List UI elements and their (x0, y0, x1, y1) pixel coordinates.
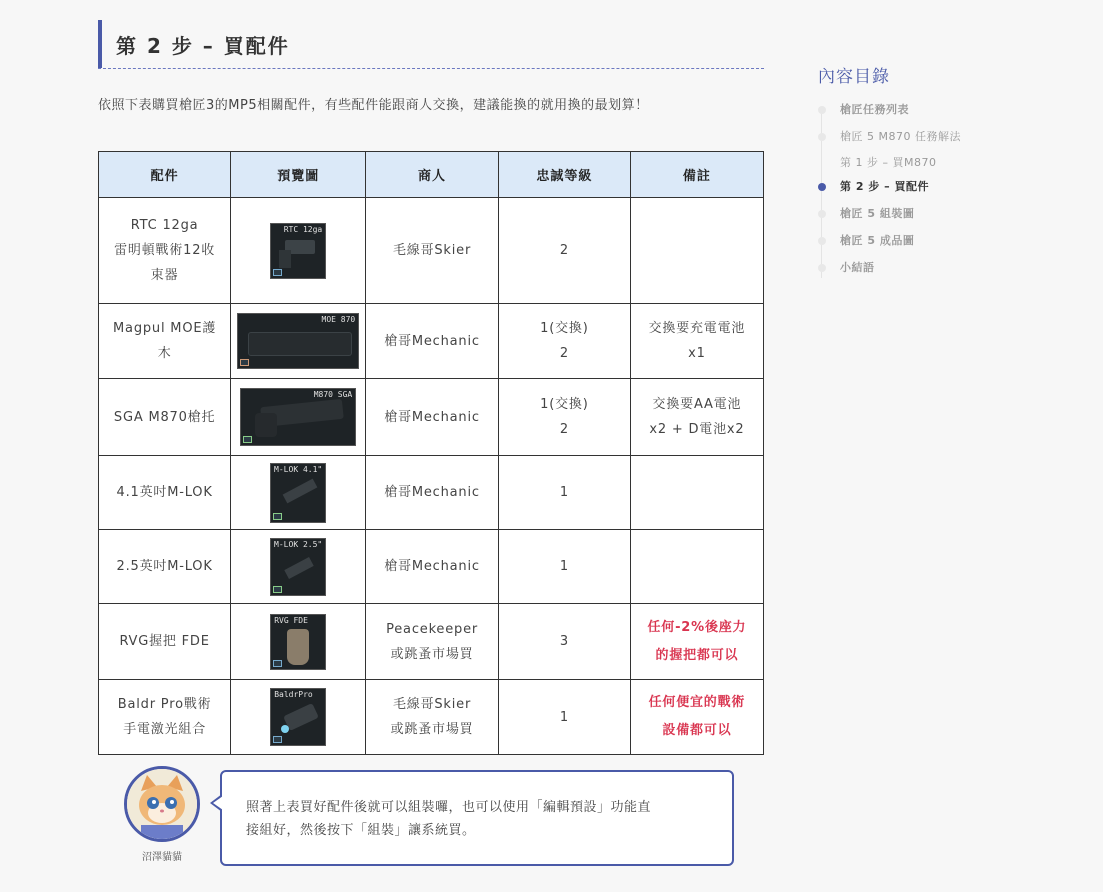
cell-part: 4.1英吋M-LOK (99, 456, 231, 530)
avatar-name: 沼澤貓貓 (142, 852, 182, 863)
avatar (124, 766, 200, 842)
header-note: 備註 (630, 152, 763, 198)
cell-preview (231, 198, 366, 304)
cell-loyalty: 1 (498, 456, 630, 530)
cell-loyalty: 3 (498, 604, 630, 680)
header-part: 配件 (99, 152, 231, 198)
toc-item-m870-solution[interactable]: 槍匠 5 M870 任務解法 (818, 128, 1078, 154)
cell-part: SGA M870槍托 (99, 379, 231, 456)
foregrip-icon[interactable]: RVG FDE (270, 614, 326, 670)
cell-part: RTC 12ga 雷明頓戰術12收 束器 (99, 198, 231, 304)
parts-table (98, 151, 764, 755)
intro-text: 依照下表購買槍匠3的MP5相關配件，有些配件能跟商人交換，建議能換的就用換的最划算！ (98, 98, 649, 113)
section-title: 第 2 步 – 買配件 (98, 20, 764, 68)
cell-preview (231, 680, 366, 755)
rail-icon[interactable]: M-LOK 2.5" (270, 538, 326, 596)
toc-list (818, 101, 1078, 286)
toc-item-step1[interactable]: 第 1 步 – 買M870 (840, 156, 937, 169)
cell-preview (231, 304, 366, 379)
table-header-row (99, 152, 764, 198)
toc-item-assembly[interactable]: 槍匠 5 組裝圖 (818, 205, 1078, 232)
table-row (99, 456, 764, 530)
cell-trader: 槍哥Mechanic (366, 456, 499, 530)
toc-item-result[interactable]: 槍匠 5 成品圖 (818, 232, 1078, 259)
toc-dot-icon (818, 106, 826, 114)
cell-trader: Peacekeeper 或跳蚤市場買 (366, 604, 499, 680)
cell-trader: 槍哥Mechanic (366, 379, 499, 456)
cell-preview (231, 456, 366, 530)
cell-trader: 槍哥Mechanic (366, 304, 499, 379)
rail-icon[interactable]: M-LOK 4.1" (270, 463, 326, 523)
cell-preview (231, 379, 366, 456)
main-content (98, 20, 764, 755)
table-row (99, 680, 764, 755)
toc-item-step2[interactable]: 第 2 步 – 買配件 (818, 178, 1078, 205)
table-of-contents (818, 62, 1078, 286)
cell-loyalty: 1 (498, 680, 630, 755)
cell-trader: 毛線哥Skier (366, 198, 499, 304)
flashlight-icon[interactable]: BaldrPro (270, 688, 326, 746)
toc-dot-icon (818, 237, 826, 245)
cell-part: 2.5英吋M-LOK (99, 530, 231, 604)
header-trader: 商人 (366, 152, 499, 198)
toc-item-quest-list[interactable]: 槍匠任務列表 (818, 101, 1078, 128)
cell-note: 交換要充電電池 x1 (630, 304, 763, 379)
toc-title: 內容目錄 (818, 67, 890, 87)
cell-note: 交換要AA電池 x2 + D電池x2 (630, 379, 763, 456)
header-loyalty: 忠誠等級 (498, 152, 630, 198)
cell-part: Baldr Pro戰術 手電激光組合 (99, 680, 231, 755)
toc-dot-icon (818, 133, 826, 141)
toc-item-conclusion[interactable]: 小結語 (818, 259, 1078, 286)
cell-note: 任何便宜的戰術 設備都可以 (630, 680, 763, 755)
cat-avatar-icon (127, 769, 197, 839)
speech-text-line2: 接組好，然後按下「組裝」讓系統買。 (246, 823, 476, 838)
muzzle-device-icon[interactable]: RTC 12ga (270, 223, 326, 279)
cell-preview (231, 604, 366, 680)
table-row (99, 304, 764, 379)
table-row (99, 379, 764, 456)
handguard-icon[interactable]: MOE 870 (237, 313, 359, 369)
speech-bubble (220, 770, 734, 866)
cell-preview (231, 530, 366, 604)
cell-part: Magpul MOE護 木 (99, 304, 231, 379)
toc-dot-icon (818, 183, 826, 191)
cell-loyalty: 1(交換) 2 (498, 304, 630, 379)
cell-note (630, 456, 763, 530)
table-row (99, 530, 764, 604)
speech-text-line1: 照著上表買好配件後就可以組裝囉，也可以使用「編輯預設」功能直 (246, 800, 652, 815)
table-row (99, 198, 764, 304)
cell-part: RVG握把 FDE (99, 604, 231, 680)
cell-trader: 槍哥Mechanic (366, 530, 499, 604)
cell-trader: 毛線哥Skier 或跳蚤市場買 (366, 680, 499, 755)
header-preview: 預覽圖 (231, 152, 366, 198)
toc-dot-icon (818, 264, 826, 272)
toc-dot-icon (818, 210, 826, 218)
cell-note (630, 198, 763, 304)
cell-loyalty: 2 (498, 198, 630, 304)
cell-note (630, 530, 763, 604)
cell-loyalty: 1(交換) 2 (498, 379, 630, 456)
table-row (99, 604, 764, 680)
stock-icon[interactable]: M870 SGA (240, 388, 356, 446)
cell-loyalty: 1 (498, 530, 630, 604)
cell-note: 任何-2%後座力 的握把都可以 (630, 604, 763, 680)
